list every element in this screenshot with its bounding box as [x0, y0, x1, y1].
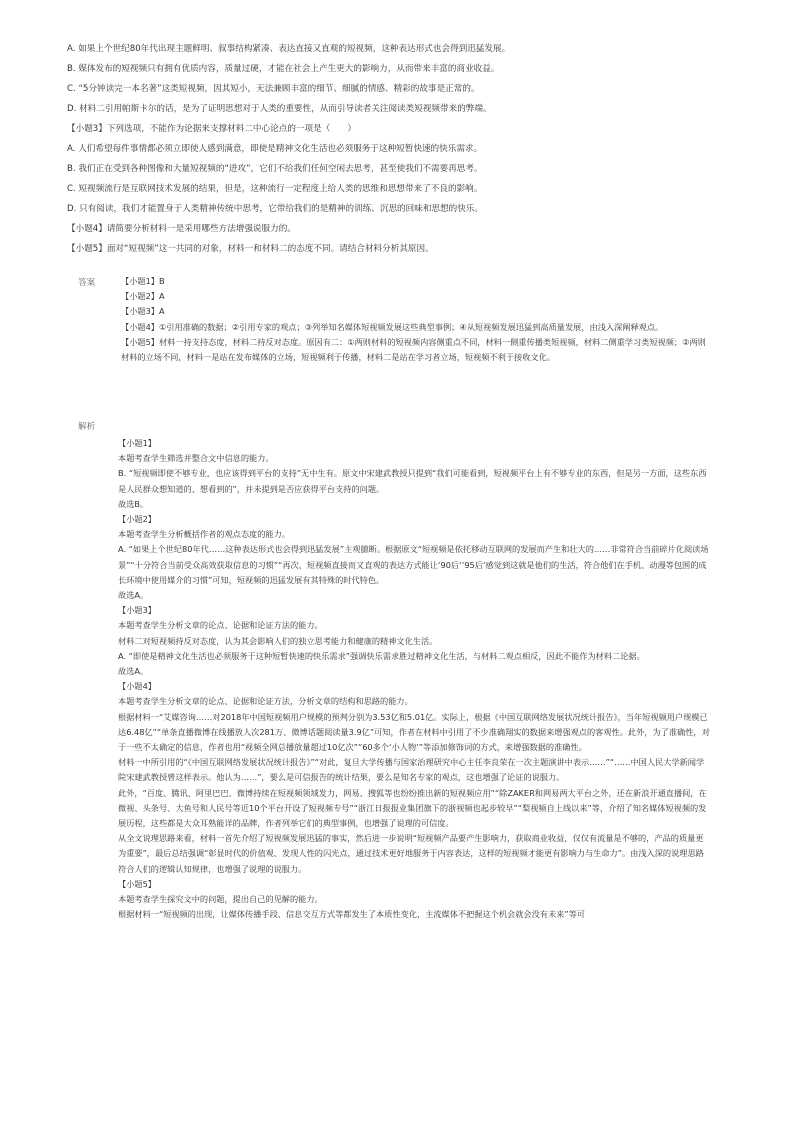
analysis-line: 故选B。: [118, 498, 149, 509]
analysis-line: 故选A。: [118, 666, 149, 677]
answer-3: 【小题3】A: [121, 306, 165, 317]
analysis-line: 材料一中所引用的“《中国互联网络发展状况统计报告》”“对此，复旦大学传播与国家治理研究中心主任李良荣在一次主题演讲中表示……”“……中国人民大学新闻学院宋建武教授曾这样表示。他认为……”，要么是可信报告的统计结果，要么是知名专家的观点，这也增强了论证的说服力。: [118, 757, 705, 783]
analysis-label: 解析: [78, 422, 96, 432]
answer-2: 【小题2】A: [121, 291, 165, 302]
analysis-line: 故选A。: [118, 590, 149, 601]
analysis-line: 本题考查学生分析文章的论点、论据和论证方法，分析文章的结构和思路的能力。: [118, 696, 413, 707]
analysis-line: 本题考查学生分析文章的论点、论据和论证方法的能力。: [118, 620, 323, 631]
answer-section: [118, 274, 710, 365]
question-5: 【小题5】面对“短视频”这一共同的对象，材料一和材料二的态度不同。请结合材料分析其原因。: [67, 244, 434, 254]
answer-label: 答案: [78, 278, 96, 288]
analysis-line: 本题考查学生筛选并整合文中信息的能力。: [118, 453, 274, 464]
question-3: 【小题3】下列选项，不能作为论据来支撑材料二中心论点的一项是（ ）: [67, 124, 357, 134]
analysis-line: B. “短视频即使不够专业，也应该得到平台的支持”无中生有。原文中宋建武教授只提到“我们可能看到，短视频平台上有不够专业的东西，但是另一方面，这些东西是人民群众想知道的、想看到的”，并未提到是否应获得平台支持的问题。: [118, 468, 707, 494]
analysis-line: 【小题2】: [118, 514, 156, 525]
option-a: A. 如果上个世纪80年代出现主题鲜明、叙事结构紧凑、表达直接又直观的短视频，这种表达形式也会得到迅猛发展。: [67, 44, 511, 54]
analysis-line: 根据材料一“短视频的出现，让媒体传播手段、信息交互方式等都发生了本质性变化，主流媒体不把握这个机会就会没有未来”等可: [118, 909, 585, 920]
answer-1: 【小题1】B: [121, 276, 165, 286]
question-4: 【小题4】请简要分析材料一是采用哪些方法增强说服力的。: [67, 224, 296, 234]
option-c: C. “5分钟读完一本名著”这类短视频，因其短小，无法兼顾丰富的细节、细腻的情感、精彩的故事是正常的。: [67, 84, 480, 94]
q3-option-d: D. 只有阅读，我们才能置身于人类精神传统中思考，它带给我们的是精神的训练、沉思的回味和思想的快乐。: [67, 204, 483, 214]
q3-option-b: B. 我们正在受到各种图像和大量短视频的“进攻”，它们不给我们任何空闲去思考，甚至使我们不需要再思考。: [67, 164, 483, 174]
analysis-line: 本题考查学生探究文中的问题，提出自己的见解的能力。: [118, 894, 323, 905]
option-d: D. 材料二引用帕斯卡尔的话，是为了证明思想对于人类的重要性，从而引导读者关注阅读类短视频带来的弊端。: [67, 104, 492, 114]
analysis-line: A. “即使是精神文化生活也必须服务于这种短暂快速的快乐需求”强调快乐需求胜过精神文化生活，与材料二观点相反，因此不能作为材料二论据。: [118, 650, 645, 661]
option-b: B. 媒体发布的短视频只有拥有优质内容，质量过硬，才能在社会上产生更大的影响力，从而带来丰富的商业收益。: [67, 64, 500, 74]
analysis-line: 【小题3】: [118, 605, 156, 616]
answer-5: 【小题5】材料一持支持态度，材料二持反对态度。原因有二：①两则材料的短视频内容侧重点不同，材料一侧重传播类短视频，材料二侧重学习类短视频；②两则材料的立场不同，材料一是站在发布媒体的立场，短视频利于传播，材料二是站在学习者立场，短视频不利于接收文化。: [121, 336, 706, 363]
analysis-line: 【小题1】: [118, 438, 156, 448]
q3-option-c: C. 短视频流行是互联网技术发展的结果，但是，这种流行一定程度上给人类的思维和思想带来了不良的影响。: [67, 184, 483, 194]
analysis-line: A. “如果上个世纪80年代……这种表达形式也会得到迅猛发展”主观臆断。根据原文“短视频是依托移动互联网的发展而产生和壮大的……非常符合当前碎片化阅读场景”“十分符合当前受众高效获取信息的习惯”“再次，短视频直接而又直观的表达方式能让‘90后’‘95后’感觉到这就是他们的生活，符合他们在手机、动漫等包围的成长环境中使用媒介的习惯”可知，短视频的迅猛发展有其特殊的时代特色。: [118, 544, 709, 585]
analysis-line: 根据材料一“艾媒咨询……对2018年中国短视频用户规模的预判分别为3.53亿和5.01亿。实际上，根据《中国互联网络发展状况统计报告》，当年短视频用户规模已达6.48亿”“单条直播微博在线播放人次281万、微博话题阅读量3.9亿”可知，作者在材料中引用了不少准确翔实的数据来增强观点的客观性。此外，为了准确性，对于一些不太确定的信息，作者也用“视频全网总播放量超过10亿次”“60多个‘小人物’”等添加修饰词的方式，来增强数据的准确性。: [118, 711, 710, 753]
analysis-line: 从全文说理思路来看，材料一首先介绍了短视频发展迅猛的事实，然后进一步说明“短视频产品要产生影响力，获取商业收益，仅仅有流量是不够的，产品的质量更为重要”，最后总结强调“彰显时代的价值观、发现人性的闪光点，通过技术更好地服务于内容表达，这样的短视频才能更有影响力与生命力”。由浅入深的说理思路符合人们的逻辑认知规律，也增强了说理的说服力。: [118, 833, 704, 874]
analysis-line: 本题考查学生分析概括作者的观点态度的能力。: [118, 529, 290, 540]
analysis-line: 此外，“百度、腾讯、阿里巴巴、微博持续在短视频领域发力，网易、搜狐等也纷纷推出新的短视频应用”“除ZAKER和网易两大平台之外，还在新浪开通直播间，在微视、头条号、大鱼号和人民号等近10个平台开设了短视频专号”“浙江日报报业集团旗下的浙视频也起步较早”“梨视频自上线以来”等，介绍了知名媒体短视频的发展历程，这些都是大众耳熟能详的品牌，作者列举它们的典型事例，也增强了说理的可信度。: [118, 787, 707, 829]
answer-4: 【小题4】①引用准确的数据；②引用专家的观点；③列举知名媒体短视频发展这些典型事例；④从短视频发展迅猛到高质量发展，由浅入深阐释观点。: [121, 321, 664, 332]
analysis-line: 材料二对短视频持反对态度，认为其会影响人们的独立思考能力和健康的精神文化生活。: [118, 635, 438, 646]
analysis-line: 【小题5】: [118, 878, 156, 889]
analysis-line: 【小题4】: [118, 681, 156, 692]
q3-option-a: A. 人们希望每件事情都必须立即使人感到满意，即使是精神文化生活也必须服务于这种短暂快速的快乐需求。: [67, 144, 483, 154]
analysis-section: [118, 436, 710, 923]
